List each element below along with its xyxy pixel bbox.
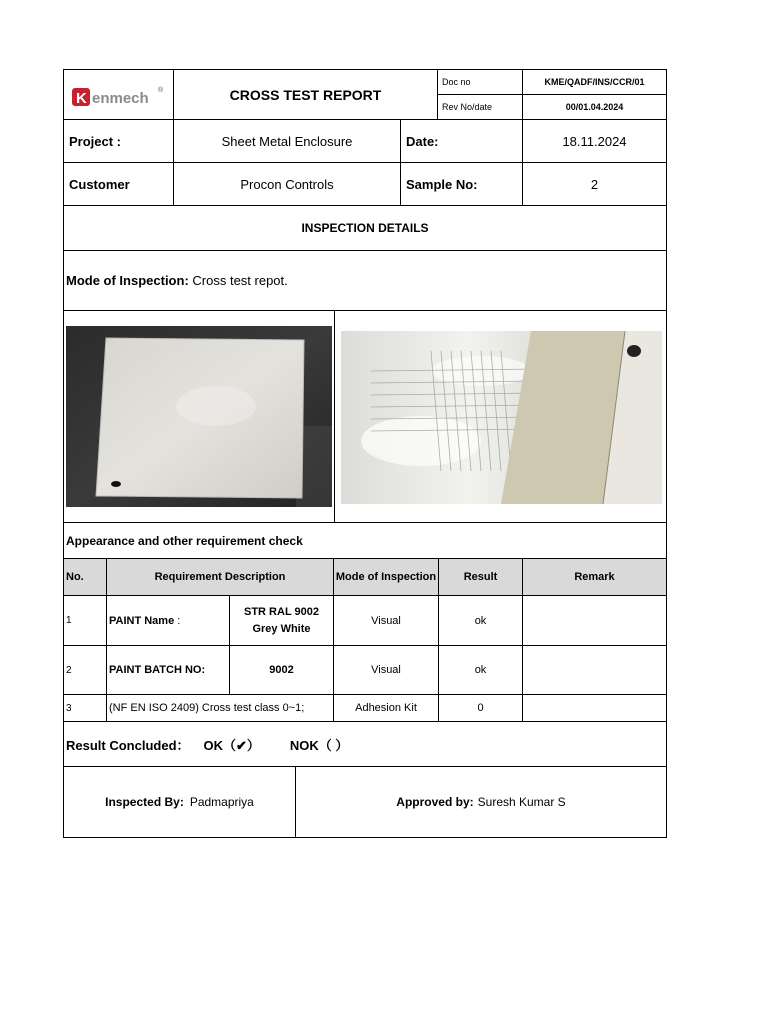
- header-remark: Remark: [574, 571, 615, 583]
- approved-by-cell: [296, 767, 666, 837]
- header-no: No.: [64, 559, 107, 595]
- header-mode: Mode of Inspection: [334, 559, 439, 595]
- row2-desc-text: PAINT BATCH NO:: [109, 664, 206, 676]
- inspected-by-cell: [64, 767, 296, 837]
- result-concluded-label: Result Concluded：: [66, 737, 190, 753]
- photo-divider: [334, 311, 335, 522]
- kenmech-logo-mark: [72, 80, 168, 110]
- sample-label: Sample No:: [401, 163, 523, 205]
- report-title: CROSS TEST REPORT: [174, 70, 438, 119]
- approved-by-value: Suresh Kumar S: [477, 795, 566, 809]
- result-concluded-row: [64, 722, 666, 766]
- date-label: Date:: [401, 120, 523, 162]
- row1-desc-text: PAINT Name: [109, 614, 175, 627]
- row3-no: 3: [64, 695, 107, 721]
- logo-k: K: [76, 89, 87, 107]
- row3-desc: (NF EN ISO 2409) Cross test class 0~1;: [107, 695, 334, 721]
- row1-remark: [523, 596, 666, 645]
- result-nok: NOK（ ）: [289, 737, 349, 753]
- logo-registered: ®: [158, 86, 164, 94]
- row2-result: ok: [439, 646, 523, 694]
- inspected-by-label: Inspected By:: [105, 795, 184, 809]
- date-value: 18.11.2024: [562, 133, 627, 149]
- row3-mode: Adhesion Kit: [334, 695, 439, 721]
- row2-no: 2: [64, 646, 107, 694]
- row2-mode: Visual: [334, 646, 439, 694]
- row2-remark: [523, 646, 666, 694]
- doc-no-label: Doc no: [438, 70, 523, 95]
- row2-spec: 9002: [230, 646, 334, 694]
- customer-label: Customer: [64, 163, 174, 205]
- doc-no-value: KME/QADF/INS/CCR/01: [523, 70, 666, 95]
- appearance-heading: Appearance and other requirement check: [66, 533, 303, 548]
- row-divider: [64, 310, 666, 311]
- mode-of-inspection-label: Mode of Inspection:: [66, 273, 189, 288]
- project-value: Sheet Metal Enclosure: [174, 120, 401, 162]
- inspected-by-value: Padmapriya: [189, 795, 254, 809]
- row2-desc: [107, 646, 230, 694]
- result-ok: OK（✔）: [203, 737, 260, 753]
- rev-label: Rev No/date: [438, 95, 523, 119]
- project-label: Project :: [64, 120, 174, 162]
- rev-value: 00/01.04.2024: [565, 102, 624, 112]
- header-requirement: Requirement Description: [107, 559, 334, 595]
- cross-cut-photo: [341, 331, 662, 504]
- logo-wordmark: enmech: [92, 89, 149, 107]
- mode-of-inspection-line: [64, 251, 666, 310]
- header-result: Result: [439, 559, 523, 595]
- mode-of-inspection-value: Cross test repot.: [188, 273, 288, 288]
- row3-remark: [523, 695, 666, 721]
- row1-result: ok: [439, 596, 523, 645]
- row1-spec: STR RAL 9002 Grey White: [230, 596, 334, 645]
- sample-panel-photo: [66, 326, 332, 507]
- approved-by-label: Approved by:: [396, 795, 474, 809]
- row3-result: 0: [439, 695, 523, 721]
- inspection-details-heading: INSPECTION DETAILS: [301, 221, 429, 235]
- sample-value: 2: [590, 176, 599, 192]
- row1-mode: Visual: [334, 596, 439, 645]
- row1-desc-suffix: :: [174, 614, 181, 627]
- row1-no: 1: [64, 596, 107, 645]
- customer-value: Procon Controls: [174, 163, 401, 205]
- row1-desc: [107, 596, 230, 645]
- company-logo: [64, 70, 174, 119]
